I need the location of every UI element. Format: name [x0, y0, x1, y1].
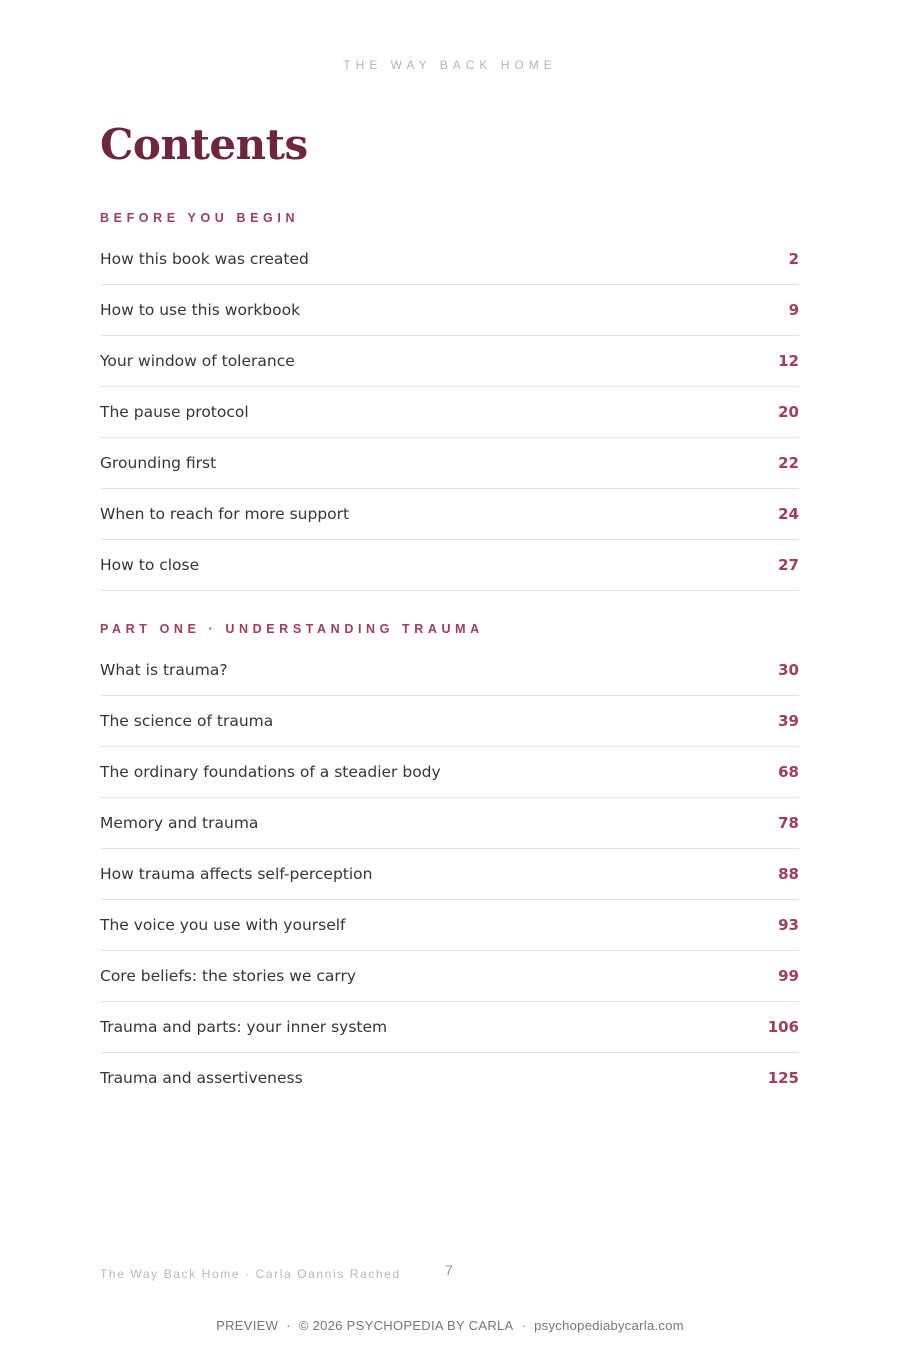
toc-entry[interactable] — [100, 489, 799, 540]
toc-entry-title: Core beliefs: the stories we carry — [100, 967, 357, 985]
toc-entry[interactable] — [100, 849, 799, 900]
toc-entry-title: The voice you use with yourself — [100, 916, 346, 934]
toc-entry[interactable] — [100, 1002, 799, 1053]
running-head: THE WAY BACK HOME — [343, 58, 557, 72]
separator-dot: · — [286, 1318, 291, 1333]
toc-entry[interactable] — [100, 747, 799, 798]
toc-entry-page: 88 — [778, 865, 799, 883]
toc-entry[interactable] — [100, 798, 799, 849]
toc-entry-page: 2 — [788, 250, 799, 268]
toc-entry[interactable] — [100, 285, 799, 336]
website-link[interactable]: psychopediabycarla.com — [534, 1318, 684, 1333]
toc-entry-page: 68 — [778, 763, 799, 781]
table-of-contents — [100, 210, 799, 1103]
toc-entry-title: The pause protocol — [100, 403, 249, 421]
preview-bar — [0, 1318, 900, 1333]
toc-entry-title: What is trauma? — [100, 661, 228, 679]
preview-label: PREVIEW — [216, 1318, 279, 1333]
toc-entry-title: Your window of tolerance — [100, 352, 295, 370]
toc-entry[interactable] — [100, 234, 799, 285]
toc-entry-title: When to reach for more support — [100, 505, 350, 523]
footer-credit: The Way Back Home · Carla Oannis Rached — [100, 1267, 401, 1281]
toc-entry[interactable] — [100, 900, 799, 951]
toc-entry-page: 9 — [788, 301, 799, 319]
toc-section-before-you-begin — [100, 210, 799, 591]
toc-entry-title: Trauma and assertiveness — [100, 1069, 303, 1087]
toc-entry[interactable] — [100, 336, 799, 387]
toc-entry-title: The science of trauma — [100, 712, 274, 730]
toc-section-part-one — [100, 621, 799, 1103]
toc-entry[interactable] — [100, 387, 799, 438]
toc-entry-page: 106 — [767, 1018, 799, 1036]
page-number: 7 — [445, 1262, 453, 1278]
toc-entry-title: How to use this workbook — [100, 301, 301, 319]
toc-entry-title: Grounding first — [100, 454, 217, 472]
toc-entry-title: How this book was created — [100, 250, 309, 268]
toc-entry-title: Memory and trauma — [100, 814, 259, 832]
section-heading: BEFORE YOU BEGIN — [100, 211, 300, 225]
toc-entry-title: How trauma affects self-perception — [100, 865, 373, 883]
toc-entry-title: How to close — [100, 556, 200, 574]
separator-dot: · — [521, 1318, 527, 1333]
toc-entry[interactable] — [100, 540, 799, 591]
toc-entry[interactable] — [100, 438, 799, 489]
toc-entry-page: 27 — [778, 556, 799, 574]
toc-entry[interactable] — [100, 1053, 799, 1103]
toc-entry-page: 125 — [767, 1069, 799, 1087]
toc-entry-page: 30 — [778, 661, 799, 679]
toc-entry-page: 39 — [778, 712, 799, 730]
toc-entry-page: 24 — [778, 505, 799, 523]
page-title: Contents — [100, 120, 308, 169]
toc-entry-page: 12 — [778, 352, 799, 370]
toc-entry-page: 99 — [778, 967, 799, 985]
toc-entry-page: 22 — [778, 454, 799, 472]
copyright-text: © 2026 PSYCHOPEDIA BY CARLA — [298, 1318, 514, 1333]
toc-entry-title: The ordinary foundations of a steadier body — [100, 763, 441, 781]
toc-entry[interactable] — [100, 645, 799, 696]
section-heading: PART ONE · UNDERSTANDING TRAUMA — [100, 622, 484, 636]
toc-entry[interactable] — [100, 951, 799, 1002]
toc-entry[interactable] — [100, 696, 799, 747]
toc-entry-page: 93 — [778, 916, 799, 934]
toc-entry-page: 78 — [778, 814, 799, 832]
toc-entry-page: 20 — [778, 403, 799, 421]
toc-entry-title: Trauma and parts: your inner system — [100, 1018, 388, 1036]
